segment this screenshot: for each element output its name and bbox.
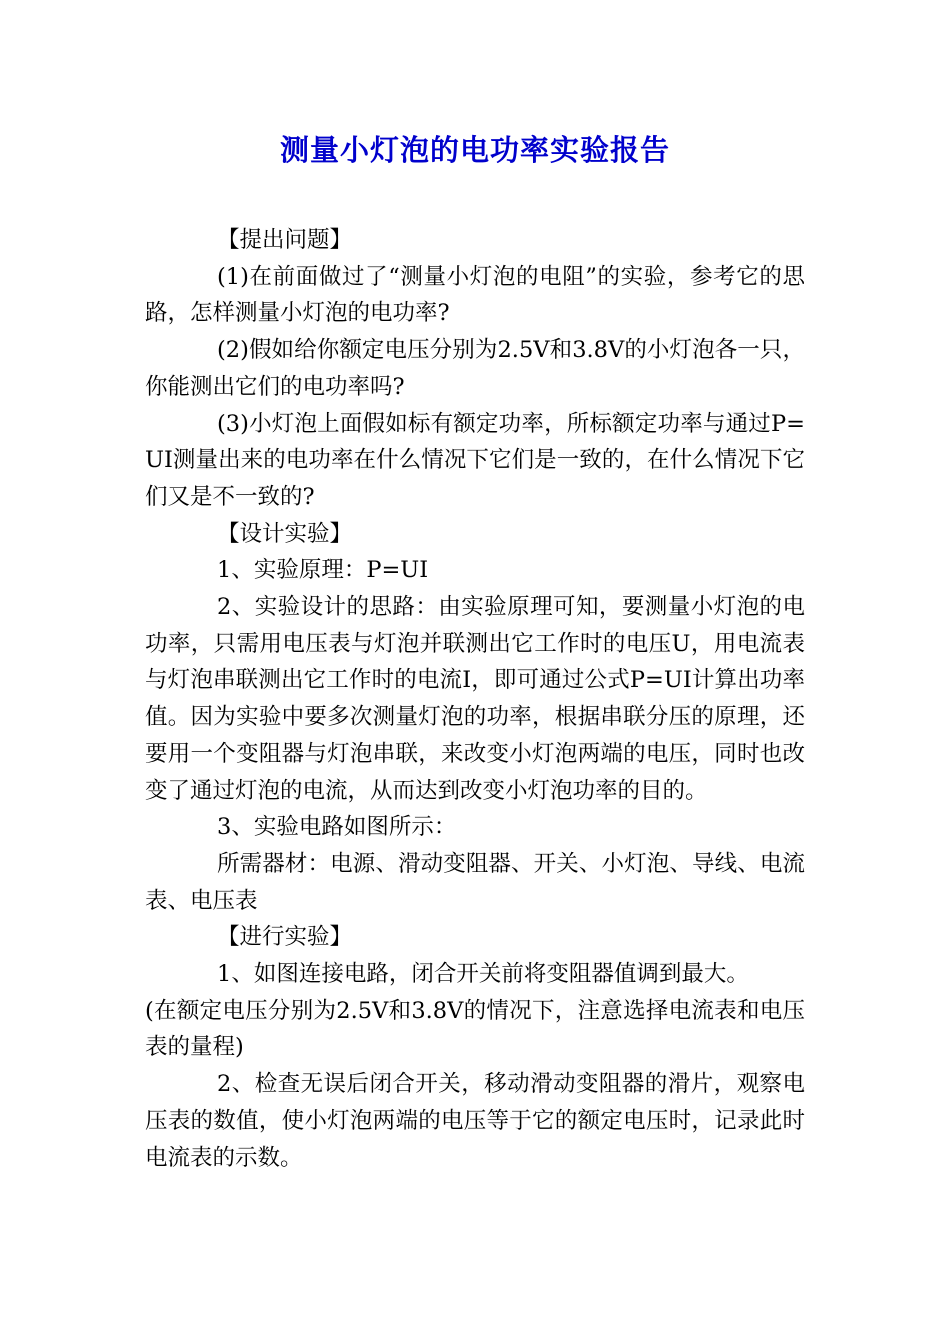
procedure-step-1-note: (在额定电压分别为2.5V和3.8V的情况下，注意选择电流表和电压表的量程) [145, 997, 805, 1061]
design-item-3: 3、实验电路如图所示： [217, 814, 457, 841]
section-heading-conduct-experiment: 【进行实验】 [217, 924, 353, 951]
design-item-1: 1、实验原理：P=UI [217, 557, 429, 584]
question-1: (1)在前面做过了“测量小灯泡的电阻”的实验，参考它的思路，怎样测量小灯泡的电功率? [145, 263, 805, 327]
document-title: 测量小灯泡的电功率实验报告 [279, 133, 670, 167]
procedure-step-1: 1、如图连接电路，闭合开关前将变阻器值调到最大。 [217, 961, 749, 988]
section-heading-raise-questions: 【提出问题】 [217, 227, 353, 253]
question-3: (3)小灯泡上面假如标有额定功率，所标额定功率与通过P=UI测量出来的电功率在什么情况下它们是一致的，在什么情况下它们又是不一致的? [145, 410, 805, 510]
question-2: (2)假如给你额定电压分别为2.5V和3.8V的小灯泡各一只，你能测出它们的电功率吗? [145, 337, 805, 400]
document-body [145, 222, 805, 1176]
procedure-step-2: 2、检查无误后闭合开关，移动滑动变阻器的滑片，观察电压表的数值，使小灯泡两端的电压等于它的额定电压时，记录此时电流表的示数。 [145, 1071, 805, 1171]
section-heading-design-experiment: 【设计实验】 [217, 520, 353, 547]
design-item-2: 2、实验设计的思路：由实验原理可知，要测量小灯泡的电功率，只需用电压表与灯泡并联测出它工作时的电压U，用电流表与灯泡串联测出它工作时的电流I，即可通过公式P=UI计算出功率值。因为实验中要多次测量灯泡的功率，根据串联分压的原理，还要用一个变阻器与灯泡串联，来改变小灯泡两端的电压，同时也改变了通过灯泡的电流，从而达到改变小灯泡功率的目的。 [145, 594, 805, 804]
equipment-list: 所需器材：电源、滑动变阻器、开关、小灯泡、导线、电流表、电压表 [145, 850, 805, 914]
